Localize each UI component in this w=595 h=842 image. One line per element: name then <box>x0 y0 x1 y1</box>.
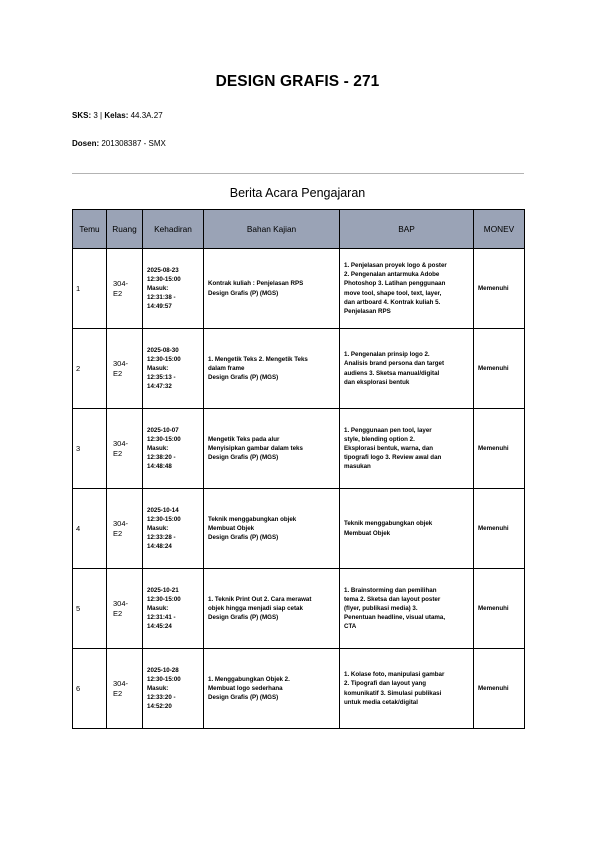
cell-kehadiran: 2025-08-23 12:30-15:00 Masuk: 12:31:38 - 14:49:57 <box>143 249 204 329</box>
cell-temu: 6 <box>73 649 107 729</box>
cell-temu: 3 <box>73 409 107 489</box>
cell-monev: Memenuhi <box>474 569 525 649</box>
cell-bap: 1. Penjelasan proyek logo & poster 2. Pengenalan antarmuka Adobe Photoshop 3. Latihan penggunaan move tool, shape tool, text, layer, dan artboard 4. Kontrak kuliah 5. Penjelasan RPS <box>340 249 474 329</box>
header-bap: BAP <box>340 210 474 249</box>
cell-kehadiran: 2025-08-30 12:30-15:00 Masuk: 12:35:13 - 14:47:32 <box>143 329 204 409</box>
cell-temu: 4 <box>73 489 107 569</box>
divider <box>72 173 524 174</box>
cell-bahan-kajian: 1. Menggabungkan Objek 2. Membuat logo sederhana Design Grafis (P) (MGS) <box>204 649 340 729</box>
bap-table <box>72 209 525 729</box>
cell-ruang: 304- E2 <box>107 649 143 729</box>
header-kehadiran: Kehadiran <box>143 210 204 249</box>
course-meta-sks-kelas <box>72 111 163 120</box>
table-row <box>73 409 525 489</box>
cell-bahan-kajian: 1. Mengetik Teks 2. Mengetik Teks dalam frame Design Grafis (P) (MGS) <box>204 329 340 409</box>
cell-bahan-kajian: Kontrak kuliah : Penjelasan RPS Design Grafis (P) (MGS) <box>204 249 340 329</box>
cell-kehadiran: 2025-10-28 12:30-15:00 Masuk: 12:33:20 - 14:52:20 <box>143 649 204 729</box>
cell-monev: Memenuhi <box>474 489 525 569</box>
section-title: Berita Acara Pengajaran <box>229 186 366 200</box>
cell-bahan-kajian: Teknik menggabungkan objek Membuat Objek Design Grafis (P) (MGS) <box>204 489 340 569</box>
cell-ruang: 304- E2 <box>107 569 143 649</box>
cell-kehadiran: 2025-10-07 12:30-15:00 Masuk: 12:38:20 - 14:48:48 <box>143 409 204 489</box>
cell-ruang: 304- E2 <box>107 329 143 409</box>
table-row <box>73 569 525 649</box>
table-row <box>73 249 525 329</box>
cell-monev: Memenuhi <box>474 649 525 729</box>
table-row <box>73 489 525 569</box>
meta-separator: | <box>100 111 103 120</box>
kelas-label: Kelas: <box>104 111 129 120</box>
cell-bap: 1. Pengenalan prinsip logo 2. Analisis brand persona dan target audiens 3. Sketsa manual/digital dan eksplorasi bentuk <box>340 329 474 409</box>
header-temu: Temu <box>73 210 107 249</box>
dosen-value: 201308387 - SMX <box>101 139 166 148</box>
cell-bap: Teknik menggabungkan objek Membuat Objek <box>340 489 474 569</box>
cell-monev: Memenuhi <box>474 329 525 409</box>
cell-ruang: 304- E2 <box>107 489 143 569</box>
sks-value: 3 <box>93 111 98 120</box>
cell-monev: Memenuhi <box>474 249 525 329</box>
page-title: DESIGN GRAFIS - 271 <box>215 73 380 90</box>
header-ruang: Ruang <box>107 210 143 249</box>
cell-bahan-kajian: Mengetik Teks pada alur Menyisipkan gambar dalam teks Design Grafis (P) (MGS) <box>204 409 340 489</box>
kelas-value: 44.3A.27 <box>130 111 163 120</box>
cell-bap: 1. Kolase foto, manipulasi gambar 2. Tipografi dan layout yang komunikatif 3. Simulasi publikasi untuk media cetak/digital <box>340 649 474 729</box>
table-row <box>73 329 525 409</box>
cell-temu: 2 <box>73 329 107 409</box>
sks-label: SKS: <box>72 111 92 120</box>
cell-monev: Memenuhi <box>474 409 525 489</box>
cell-temu: 5 <box>73 569 107 649</box>
course-meta-dosen <box>72 139 166 148</box>
cell-ruang: 304- E2 <box>107 249 143 329</box>
table-row <box>73 649 525 729</box>
table-header-row <box>73 210 525 249</box>
cell-kehadiran: 2025-10-21 12:30-15:00 Masuk: 12:31:41 - 14:45:24 <box>143 569 204 649</box>
cell-ruang: 304- E2 <box>107 409 143 489</box>
header-monev: MONEV <box>474 210 525 249</box>
header-bahan-kajian: Bahan Kajian <box>204 210 340 249</box>
cell-bap: 1. Brainstorming dan pemilihan tema 2. Sketsa dan layout poster (flyer, publikasi media) 3. Penentuan headline, visual utama, CTA <box>340 569 474 649</box>
cell-bap: 1. Penggunaan pen tool, layer style, blending option 2. Eksplorasi bentuk, warna, dan tipografi logo 3. Review awal dan masukan <box>340 409 474 489</box>
cell-kehadiran: 2025-10-14 12:30-15:00 Masuk: 12:33:28 - 14:48:24 <box>143 489 204 569</box>
dosen-label: Dosen: <box>72 139 100 148</box>
cell-bahan-kajian: 1. Teknik Print Out 2. Cara merawat objek hingga menjadi siap cetak Design Grafis (P) (MGS) <box>204 569 340 649</box>
cell-temu: 1 <box>73 249 107 329</box>
